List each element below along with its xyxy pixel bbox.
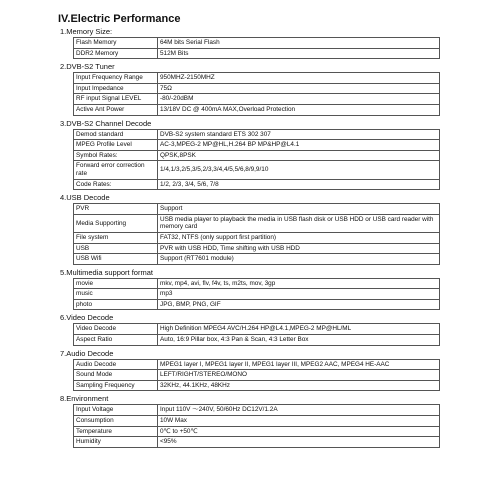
table-row — [74, 104, 440, 115]
spec-table — [73, 129, 440, 191]
spec-label: Audio Decode — [74, 359, 158, 370]
table-row — [74, 214, 440, 232]
spec-value: mp3 — [158, 289, 440, 300]
spec-value: MPEG1 layer I, MPEG1 layer II, MPEG1 layer III, MPEG2 AAC, MPEG4 HE-AAC — [158, 359, 440, 370]
spec-label: File system — [74, 232, 158, 243]
table-row — [74, 73, 440, 84]
spec-label: Forward error correction rate — [74, 161, 158, 179]
spec-value: High Definition MPEG4 AVC/H.264 HP@L4.1,MPEG-2 MP@HL/ML — [158, 324, 440, 335]
table-row — [74, 370, 440, 381]
section-heading: 4.USB Decode — [60, 193, 110, 203]
table-row — [74, 83, 440, 94]
spec-value: PVR with USB HDD, Time shifting with USB HDD — [158, 243, 440, 254]
spec-table — [73, 203, 440, 265]
spec-label: Video Decode — [74, 324, 158, 335]
spec-label: Media Supporting — [74, 214, 158, 232]
spec-value: 950MHZ-2150MHZ — [158, 73, 440, 84]
table-row — [74, 299, 440, 310]
spec-label: Demod standard — [74, 129, 158, 140]
table-row — [74, 416, 440, 427]
table-row — [74, 243, 440, 254]
spec-table — [73, 323, 440, 345]
spec-value: mkv, mp4, avi, flv, f4v, ts, m2ts, mov, 3gp — [158, 278, 440, 289]
table-row — [74, 426, 440, 437]
spec-table — [73, 359, 440, 392]
table-row — [74, 48, 440, 59]
spec-label: USB — [74, 243, 158, 254]
spec-value: 32KHz, 44.1KHz, 48KHz — [158, 380, 440, 391]
spec-label: Consumption — [74, 416, 158, 427]
spec-section — [57, 394, 443, 447]
table-row — [74, 94, 440, 105]
spec-section — [57, 349, 443, 392]
spec-label: photo — [74, 299, 158, 310]
table-row — [74, 335, 440, 346]
spec-table — [73, 404, 440, 447]
spec-label: USB Wifi — [74, 254, 158, 265]
table-row — [74, 289, 440, 300]
spec-section — [57, 62, 443, 115]
spec-value: 0℃ to +50℃ — [158, 426, 440, 437]
spec-value: 13/18V DC @ 400mA MAX,Overload Protection — [158, 104, 440, 115]
spec-section — [57, 313, 443, 345]
spec-label: MPEG Profile Level — [74, 140, 158, 151]
table-row — [74, 405, 440, 416]
spec-label: PVR — [74, 204, 158, 215]
section-heading: 2.DVB-S2 Tuner — [60, 62, 115, 72]
table-row — [74, 161, 440, 179]
table-row — [74, 359, 440, 370]
spec-value: Support — [158, 204, 440, 215]
spec-label: Sound Mode — [74, 370, 158, 381]
table-row — [74, 179, 440, 190]
spec-value: AC-3,MPEG-2 MP@HL,H.264 BP MP&HP@L4.1 — [158, 140, 440, 151]
spec-label: Symbol Rates: — [74, 150, 158, 161]
spec-label: RF input Signal LEVEL — [74, 94, 158, 105]
spec-section — [57, 193, 443, 265]
spec-label: Input Impedance — [74, 83, 158, 94]
table-row — [74, 324, 440, 335]
section-heading: 5.Multimedia support format — [60, 267, 153, 277]
table-row — [74, 140, 440, 151]
table-row — [74, 254, 440, 265]
section-heading: 7.Audio Decode — [60, 348, 114, 358]
spec-label: Flash Memory — [74, 38, 158, 49]
spec-label: music — [74, 289, 158, 300]
spec-section — [57, 27, 443, 59]
spec-value: DVB-S2 system standard ETS 302 307 — [158, 129, 440, 140]
spec-table — [73, 278, 440, 311]
section-heading: 3.DVB-S2 Channel Decode — [60, 118, 152, 128]
spec-value: Support (RT7601 module) — [158, 254, 440, 265]
spec-value: 1/4,1/3,2/5,3/5,2/3,3/4,4/5,5/6,8/9,9/10 — [158, 161, 440, 179]
spec-value: 10W Max — [158, 416, 440, 427]
spec-document — [57, 13, 443, 451]
table-row — [74, 38, 440, 49]
spec-sections — [57, 27, 443, 448]
spec-value: 512M Bits — [158, 48, 440, 59]
table-row — [74, 204, 440, 215]
spec-value: 75Ω — [158, 83, 440, 94]
spec-label: Active Ant Power — [74, 104, 158, 115]
spec-label: movie — [74, 278, 158, 289]
spec-table — [73, 37, 440, 59]
spec-table — [73, 72, 440, 115]
spec-label: Input Voltage — [74, 405, 158, 416]
spec-value: Input 110V ～240V, 50/60Hz DC12V/1.2A — [158, 405, 440, 416]
spec-value: JPG, BMP, PNG, GIF — [158, 299, 440, 310]
spec-value: LEFT/RIGHT/STEREO/MONO — [158, 370, 440, 381]
spec-label: DDR2 Memory — [74, 48, 158, 59]
table-row — [74, 232, 440, 243]
spec-value: USB media player to playback the media in USB flash disk or USB HDD or USB card reader with memory card — [158, 214, 440, 232]
spec-value: Auto, 16:9 Pillar box, 4:3 Pan & Scan, 4:3 Letter Box — [158, 335, 440, 346]
table-row — [74, 437, 440, 448]
spec-value: <95% — [158, 437, 440, 448]
table-row — [74, 278, 440, 289]
spec-label: Temperature — [74, 426, 158, 437]
spec-label: Sampling Frequency — [74, 380, 158, 391]
spec-label: Humidity — [74, 437, 158, 448]
spec-label: Code Rates: — [74, 179, 158, 190]
page-title: IV.Electric Performance — [58, 13, 181, 25]
spec-section — [57, 119, 443, 191]
spec-value: QPSK,8PSK — [158, 150, 440, 161]
spec-value: FAT32, NTFS (only support first partition) — [158, 232, 440, 243]
spec-value: -80/-20dBM — [158, 94, 440, 105]
section-heading: 1.Memory Size: — [60, 27, 113, 36]
section-heading: 8.Environment — [60, 394, 109, 404]
spec-label: Aspect Ratio — [74, 335, 158, 346]
spec-value: 64M bits Serial Flash — [158, 38, 440, 49]
spec-section — [57, 268, 443, 311]
table-row — [74, 129, 440, 140]
spec-label: Input Frequency Range — [74, 73, 158, 84]
section-heading: 6.Video Decode — [60, 313, 114, 323]
spec-value: 1/2, 2/3, 3/4, 5/6, 7/8 — [158, 179, 440, 190]
table-row — [74, 380, 440, 391]
table-row — [74, 150, 440, 161]
